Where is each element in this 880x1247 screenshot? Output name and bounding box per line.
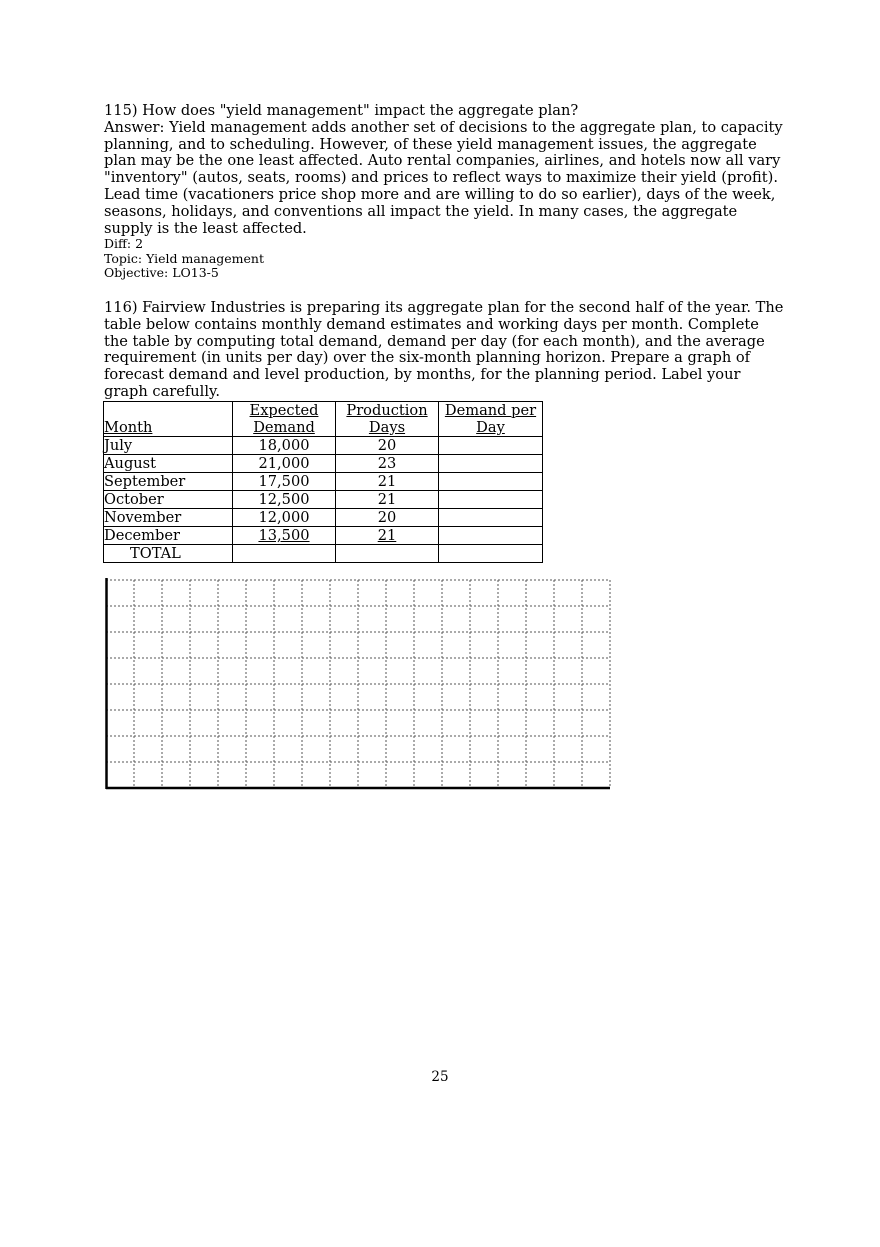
- cell-total-label: TOTAL: [104, 545, 233, 563]
- cell-days: 21: [336, 491, 439, 509]
- cell-demand: 18,000: [233, 437, 336, 455]
- cell-month: October: [104, 491, 233, 509]
- cell-days: 23: [336, 455, 439, 473]
- cell-demand: 12,500: [233, 491, 336, 509]
- cell-demand: 13,500: [233, 527, 336, 545]
- cell-demand-per-day: [439, 527, 543, 545]
- cell-days: 20: [336, 437, 439, 455]
- table-row: [104, 527, 543, 545]
- question-116-text: 116) Fairview Industries is preparing its aggregate plan for the second half of the year. The table below contains monthly demand estimates and working days per month. Complete the table by computing total demand, demand per day (for each month), and the average requirement (in units per day) over the six-month planning horizon. Prepare a graph of forecast demand and level production, by months, for the planning period. Label your graph carefully.: [104, 299, 784, 400]
- cell-demand-per-day: [439, 491, 543, 509]
- table-row: [104, 473, 543, 491]
- table-row: [104, 509, 543, 527]
- cell-demand-per-day: [439, 455, 543, 473]
- cell-demand-per-day: [439, 437, 543, 455]
- cell-demand: 17,500: [233, 473, 336, 491]
- question-115-topic: Topic: Yield management: [104, 250, 265, 266]
- cell-total-days: [336, 545, 439, 563]
- cell-month: September: [104, 473, 233, 491]
- cell-month: November: [104, 509, 233, 527]
- table-row: [104, 491, 543, 509]
- question-115-diff: Diff: 2: [104, 236, 144, 252]
- cell-total-demand-per-day: [439, 545, 543, 563]
- cell-demand: 21,000: [233, 455, 336, 473]
- cell-days: 21: [336, 527, 439, 545]
- cell-month: August: [104, 455, 233, 473]
- question-115-answer: Answer: Yield management adds another set of decisions to the aggregate plan, to capacity planning, and to scheduling. However, of these yield management issues, the aggregate plan may be the one least affected. Auto rental companies, airlines, and hotels now all vary "inventory" (autos, seats, rooms) and prices to reflect ways to maximize their yield (profit). Lead time (vacationers price shop more and are willing to do so earlier), days of the week, seasons, holidays, and conventions all impact the yield. In many cases, the aggregate supply is the least affected.: [104, 118, 783, 237]
- table-header-row: [104, 402, 543, 437]
- cell-demand: 12,000: [233, 509, 336, 527]
- cell-month: July: [104, 437, 233, 455]
- question-115: [104, 103, 784, 281]
- header-month: Month: [104, 402, 233, 437]
- question-116: [104, 300, 784, 401]
- question-115-objective: Objective: LO13-5: [104, 265, 219, 281]
- blank-graph-grid: [104, 578, 612, 790]
- table-row: [104, 455, 543, 473]
- cell-days: 21: [336, 473, 439, 491]
- header-expected-demand: Expected Demand: [233, 402, 336, 437]
- header-production-days: Production Days: [336, 402, 439, 437]
- table-total-row: [104, 545, 543, 563]
- table-row: [104, 437, 543, 455]
- page-number: 25: [431, 1069, 449, 1085]
- demand-table: [103, 401, 543, 563]
- cell-days: 20: [336, 509, 439, 527]
- cell-demand-per-day: [439, 473, 543, 491]
- cell-demand-per-day: [439, 509, 543, 527]
- header-demand-per-day: Demand per Day: [439, 402, 543, 437]
- cell-month: December: [104, 527, 233, 545]
- cell-total-demand: [233, 545, 336, 563]
- question-115-text: 115) How does "yield management" impact the aggregate plan?: [104, 102, 579, 119]
